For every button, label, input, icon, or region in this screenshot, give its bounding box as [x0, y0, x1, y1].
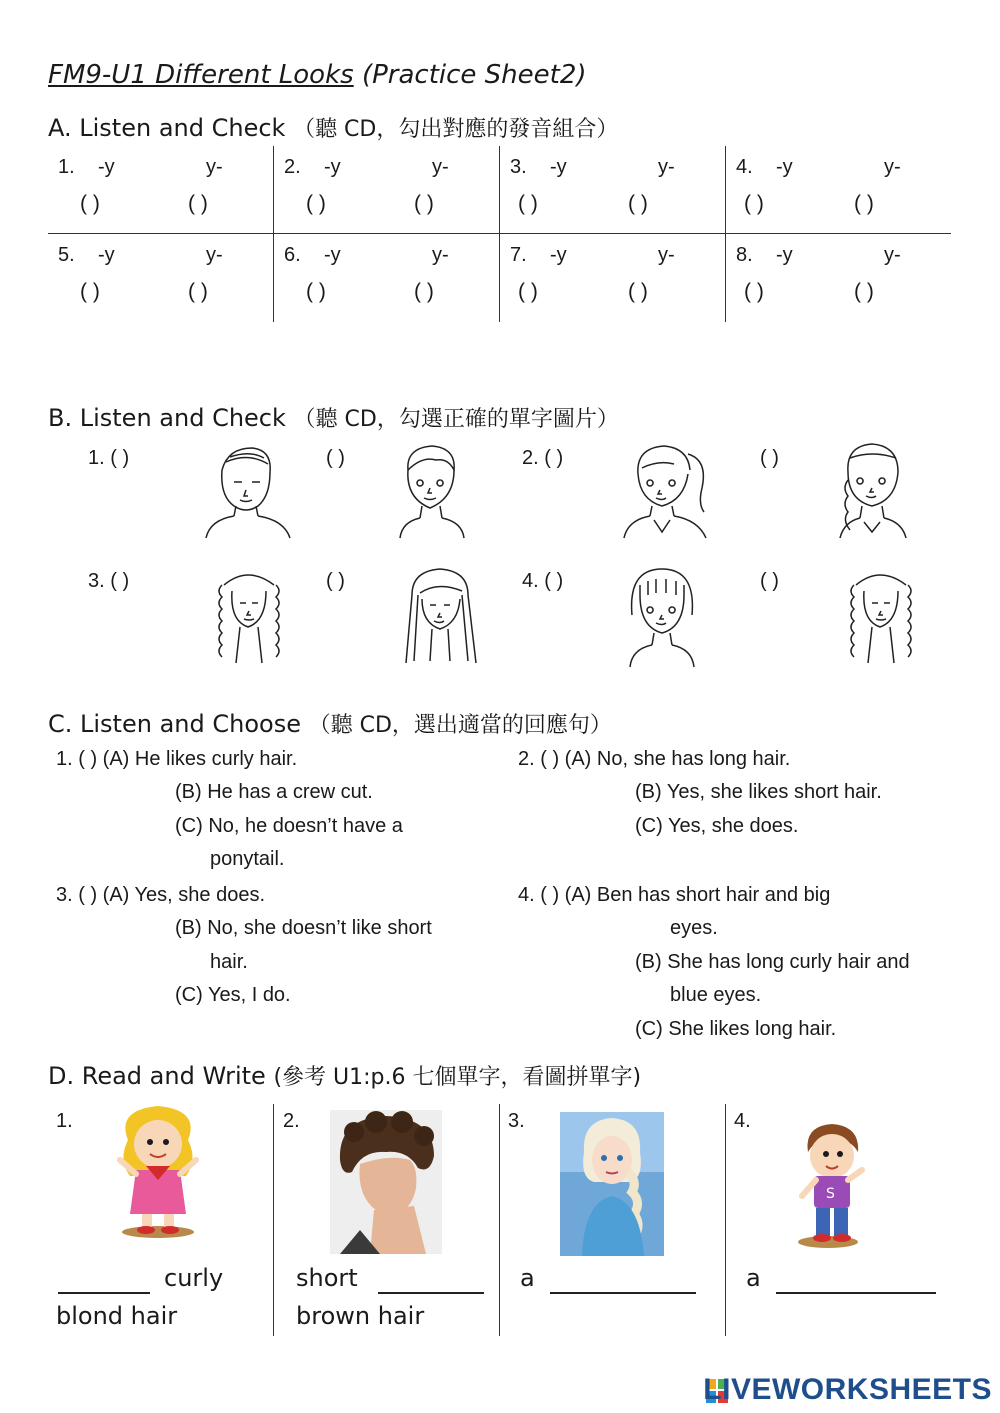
answer-box[interactable]: ( ) [188, 192, 208, 215]
elsa-braid-picture [560, 1112, 664, 1256]
option-start-y: y- [432, 156, 449, 178]
option-start-y: y- [884, 244, 901, 266]
answer-blank[interactable] [776, 1292, 936, 1294]
option-end-y: -y [98, 244, 115, 266]
girl-long-curly-hair-drawing-2[interactable] [830, 565, 930, 669]
grid-divider [725, 1104, 726, 1336]
option-start-y: y- [206, 244, 223, 266]
title-main: FM9-U1 Different Looks [48, 60, 354, 90]
sound-item [274, 146, 500, 234]
option-end-y: -y [324, 156, 341, 178]
option-start-y: y- [658, 156, 675, 178]
item-number: 3. [508, 1110, 525, 1132]
option-start-y: y- [658, 244, 675, 266]
answer-box[interactable]: ( ) [854, 280, 874, 303]
grid-divider [499, 1104, 500, 1336]
item-number: 4. [734, 1110, 751, 1132]
section-b-heading [48, 402, 619, 433]
clue-text: a [520, 1264, 535, 1292]
item-number: 6. [284, 244, 301, 266]
item-number: 1. [56, 1110, 73, 1132]
answer-box[interactable]: ( ) [854, 192, 874, 215]
answer-blank[interactable] [378, 1292, 484, 1294]
liveworksheets-brand: LIVEWORKSHEETS [703, 1373, 992, 1406]
sound-item [48, 146, 274, 234]
answer-box[interactable]: ( ) [414, 280, 434, 303]
clue-text: a [746, 1264, 761, 1292]
question-3-answer-box[interactable]: 3. ( ) [88, 570, 130, 592]
item-number: 7. [510, 244, 527, 266]
option-start-y: y- [884, 156, 901, 178]
item-number: 1. [58, 156, 75, 178]
option-end-y: -y [98, 156, 115, 178]
answer-box[interactable]: ( ) [188, 280, 208, 303]
boy-short-hair-cartoon [788, 1118, 880, 1250]
answer-blank[interactable] [58, 1292, 150, 1294]
section-c-instruction: （聽 CD，選出適當的回應句） [308, 713, 612, 738]
boy-curly-brown-hair-photo [330, 1110, 442, 1254]
answer-box[interactable]: ( ) [80, 192, 100, 215]
girl-long-straight-hair-drawing[interactable] [398, 565, 484, 669]
clue-text: curly [164, 1264, 224, 1292]
item-number: 3. [510, 156, 527, 178]
question-4-option-a[interactable]: 4. ( ) (A) Ben has short hair and big [518, 884, 831, 906]
section-d-instruction: (參考 U1:p.6 七個單字，看圖拼單字) [273, 1065, 642, 1090]
item-number: 2. [284, 156, 301, 178]
section-d-heading [48, 1060, 641, 1091]
question-4-answer-box[interactable]: 4. ( ) [522, 570, 564, 592]
section-a-heading [48, 112, 618, 143]
section-b-title: B. Listen and Check [48, 404, 286, 432]
question-1-option-c-cont: ponytail. [210, 848, 285, 870]
question-3-option-c[interactable]: (C) Yes, I do. [175, 984, 291, 1006]
answer-box[interactable]: ( ) [414, 192, 434, 215]
answer-box[interactable]: ( ) [326, 570, 345, 592]
answer-box[interactable]: ( ) [326, 447, 345, 469]
question-2-option-a[interactable]: 2. ( ) (A) No, she has long hair. [518, 748, 791, 770]
question-4-option-c[interactable]: (C) She likes long hair. [635, 1018, 837, 1040]
answer-box[interactable]: ( ) [760, 570, 779, 592]
answer-box[interactable]: ( ) [518, 280, 538, 303]
boy-crew-cut-drawing[interactable] [200, 440, 296, 540]
option-start-y: y- [206, 156, 223, 178]
question-4-option-b-cont: blue eyes. [670, 984, 762, 1006]
svg-text:S: S [826, 1186, 835, 1202]
item-number: 5. [58, 244, 75, 266]
question-1-answer-box[interactable]: 1. ( ) [88, 447, 130, 469]
option-end-y: -y [776, 244, 793, 266]
question-1-option-b[interactable]: (B) He has a crew cut. [175, 781, 373, 803]
question-2-answer-box[interactable]: 2. ( ) [522, 447, 564, 469]
grid-divider [273, 1104, 274, 1336]
girl-short-bob-hair-drawing[interactable] [622, 565, 702, 669]
answer-box[interactable]: ( ) [744, 280, 764, 303]
option-end-y: -y [776, 156, 793, 178]
question-1-option-a[interactable]: 1. ( ) (A) He likes curly hair. [56, 748, 298, 770]
sound-item [500, 146, 726, 234]
page-title [48, 60, 587, 90]
clue-text: blond hair [56, 1302, 178, 1330]
item-number: 8. [736, 244, 753, 266]
option-end-y: -y [324, 244, 341, 266]
title-sub: (Practice Sheet2) [353, 60, 587, 90]
question-2-option-b[interactable]: (B) Yes, she likes short hair. [635, 781, 882, 803]
clue-text: brown hair [296, 1302, 425, 1330]
girl-long-curly-hair-drawing[interactable] [200, 565, 296, 669]
answer-box[interactable]: ( ) [628, 192, 648, 215]
option-start-y: y- [432, 244, 449, 266]
answer-box[interactable]: ( ) [518, 192, 538, 215]
section-b-instruction: （聽 CD，勾選正確的單字圖片） [293, 407, 619, 432]
section-c-heading [48, 708, 612, 739]
sound-item [726, 146, 952, 234]
sound-item [500, 234, 726, 322]
answer-box[interactable]: ( ) [628, 280, 648, 303]
sound-item [48, 234, 274, 322]
option-end-y: -y [550, 244, 567, 266]
option-end-y: -y [550, 156, 567, 178]
answer-box[interactable]: ( ) [80, 280, 100, 303]
girl-ponytail-drawing[interactable] [618, 440, 714, 540]
clue-text: short [296, 1264, 358, 1292]
boy-short-hair-drawing[interactable] [392, 440, 472, 540]
section-a-instruction: （聽 CD，勾出對應的發音組合） [293, 117, 619, 142]
answer-blank[interactable] [550, 1292, 696, 1294]
question-1-option-c[interactable]: (C) No, he doesn’t have a [175, 815, 403, 837]
answer-box[interactable]: ( ) [306, 280, 326, 303]
sound-item [726, 234, 952, 322]
item-number: 4. [736, 156, 753, 178]
question-4-option-a-cont: eyes. [670, 917, 718, 939]
girl-braid-drawing[interactable] [830, 440, 914, 540]
answer-box[interactable]: ( ) [744, 192, 764, 215]
item-number: 2. [283, 1110, 300, 1132]
girl-curly-blond-hair-picture [106, 1100, 210, 1240]
section-c-title: C. Listen and Choose [48, 710, 301, 738]
section-d-title: D. Read and Write [48, 1062, 266, 1090]
answer-box[interactable]: ( ) [306, 192, 326, 215]
question-3-option-b-cont: hair. [210, 951, 248, 973]
section-a-title: A. Listen and Check [48, 114, 286, 142]
question-2-option-c[interactable]: (C) Yes, she does. [635, 815, 799, 837]
sound-item [274, 234, 500, 322]
question-3-option-a[interactable]: 3. ( ) (A) Yes, she does. [56, 884, 265, 906]
answer-box[interactable]: ( ) [760, 447, 779, 469]
question-3-option-b[interactable]: (B) No, she doesn’t like short [175, 917, 432, 939]
question-4-option-b[interactable]: (B) She has long curly hair and [635, 951, 910, 973]
